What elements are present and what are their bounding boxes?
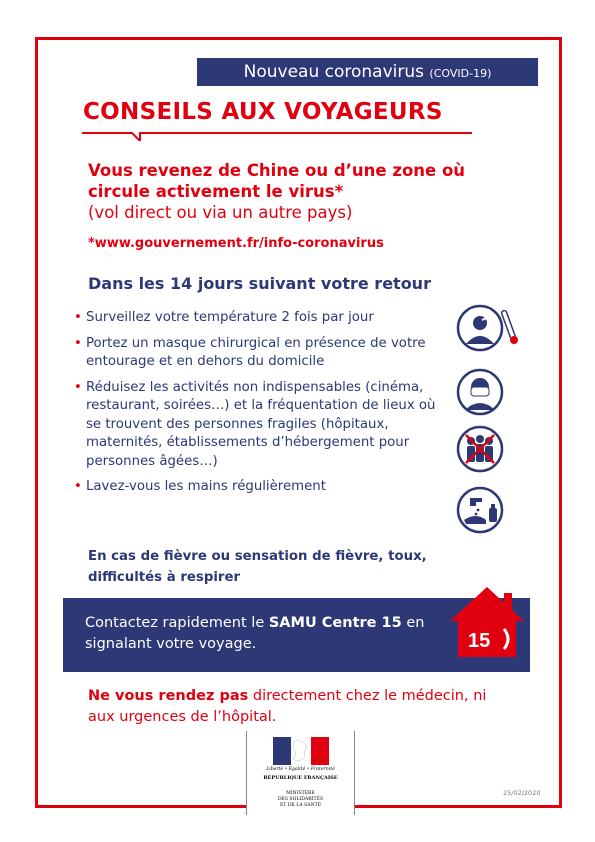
house-phone-icon bbox=[446, 583, 528, 663]
intro-line-1: Vous revenez de Chine ou d’une zone où bbox=[88, 161, 466, 180]
publication-date: 25/02/2020 bbox=[503, 789, 541, 797]
advice-text: Lavez-vous les mains régulièrement bbox=[86, 479, 326, 494]
samu-name: SAMU Centre 15 bbox=[268, 615, 402, 631]
header-subtitle: (COVID-19) bbox=[429, 67, 492, 80]
ministry-line-2: DES SOLIDARITÉS bbox=[277, 797, 324, 803]
intro-line-2: circule activement le virus* bbox=[88, 182, 344, 201]
fever-notice: En cas de fièvre ou sensation de fièvre, toux, difficultés à respirer bbox=[88, 549, 427, 585]
bullet-marker: • bbox=[74, 310, 82, 325]
list-item bbox=[74, 335, 449, 372]
list-item bbox=[74, 309, 449, 328]
handwash-icon bbox=[456, 486, 506, 536]
ministry-line-1: MINISTÈRE bbox=[286, 791, 315, 796]
samu-text-tail: en signalant votre voyage. bbox=[85, 615, 425, 652]
warning-text: directement chez le médecin, ni aux urgences de l’hôpital. bbox=[88, 688, 487, 725]
header-title: Nouveau coronavirus bbox=[243, 62, 425, 82]
bullet-marker: • bbox=[74, 335, 82, 351]
poster-title: CONSEILS AUX VOYAGEURS bbox=[83, 99, 443, 125]
no-gathering-icon bbox=[456, 425, 506, 475]
doctor-warning bbox=[88, 686, 508, 728]
advice-list bbox=[74, 309, 449, 504]
poster-title-box bbox=[80, 97, 480, 135]
bullet-marker: • bbox=[74, 379, 82, 395]
ministry-logo bbox=[246, 731, 355, 815]
list-item bbox=[74, 478, 449, 497]
section-heading: Dans les 14 jours suivant votre retour bbox=[88, 274, 431, 293]
advice-text: Réduisez les activités non indispensables (cinéma, restaurant, soirées…) et la fréquentation de lieux où se trouvent des personnes fragiles (hôpitaux, maternités, établissements d’hébergement pour personnes âgées…) bbox=[86, 379, 436, 469]
ministry-name bbox=[247, 791, 354, 810]
samu-number-label: 15 bbox=[468, 630, 491, 652]
republic-name: RÉPUBLIQUE FRANÇAISE bbox=[263, 775, 338, 781]
samu-text bbox=[85, 613, 445, 655]
advice-text: Surveillez votre température 2 fois par jour bbox=[86, 310, 374, 325]
intro-block bbox=[88, 160, 508, 223]
advice-text: Portez un masque chirurgical en présence de votre entourage et en dehors du domicile bbox=[86, 335, 426, 369]
bullet-marker: • bbox=[74, 479, 82, 494]
header-banner bbox=[197, 58, 538, 86]
intro-subline: (vol direct ou via un autre pays) bbox=[88, 203, 353, 222]
info-url-link[interactable]: *www.gouvernement.fr/info-coronavirus bbox=[88, 236, 384, 251]
ministry-line-3: ET DE LA SANTÉ bbox=[279, 803, 322, 809]
mask-icon bbox=[456, 368, 506, 418]
thermometer-icon bbox=[456, 304, 528, 356]
warning-emphasis: Ne vous rendez pas bbox=[88, 688, 249, 704]
marianne-flag-icon bbox=[273, 737, 329, 765]
samu-text-lead: Contactez rapidement le bbox=[85, 615, 269, 631]
republic-motto: Liberté • Égalité • Fraternité bbox=[266, 767, 335, 772]
list-item bbox=[74, 379, 449, 472]
